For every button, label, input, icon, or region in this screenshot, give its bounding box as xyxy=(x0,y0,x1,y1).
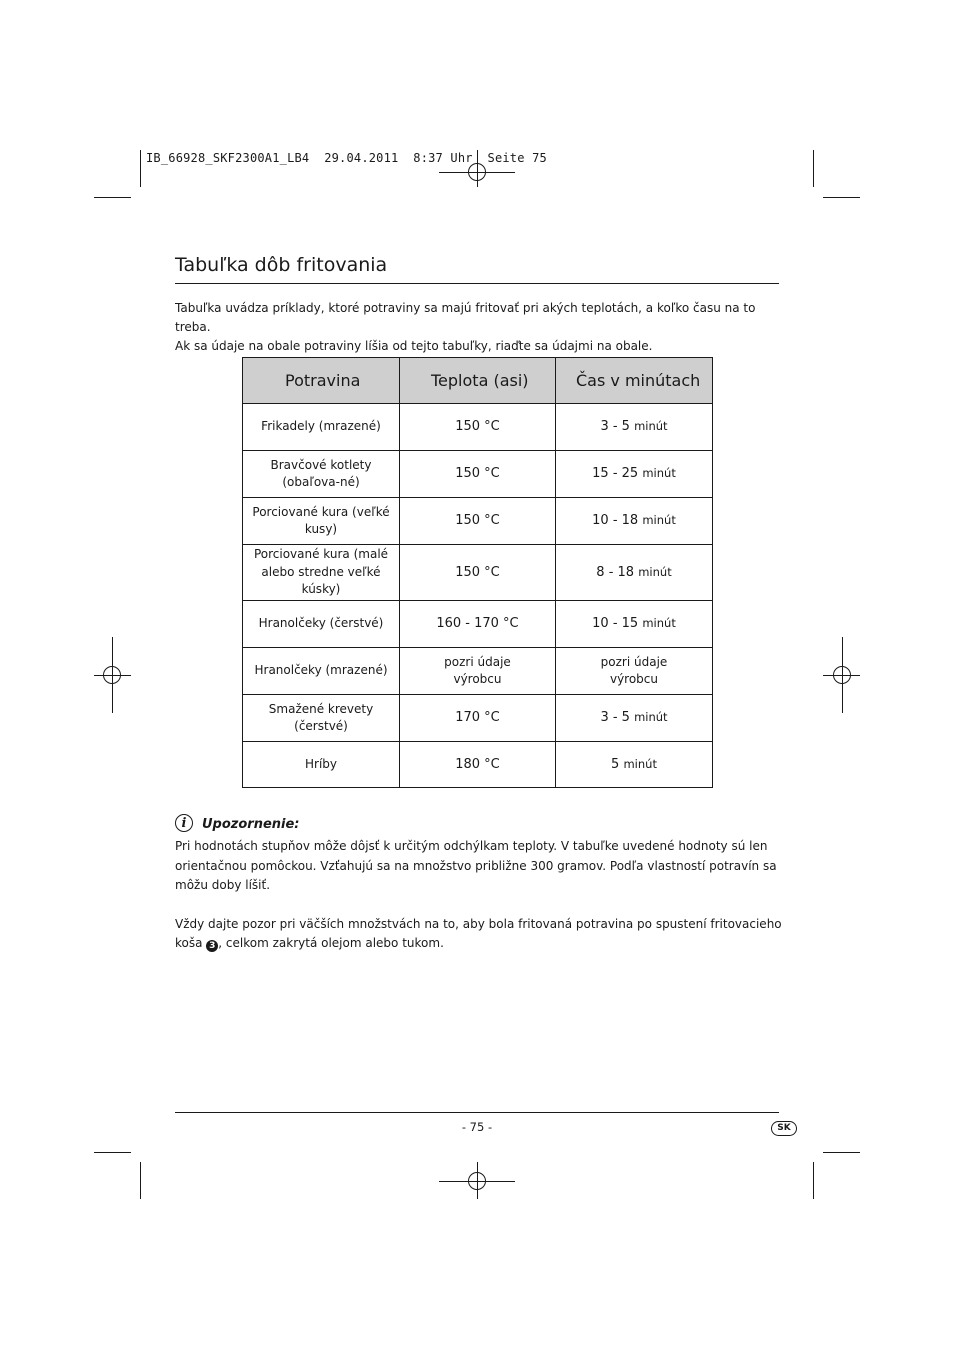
table-row xyxy=(243,545,713,601)
note-text xyxy=(175,837,785,973)
print-slug-line: IB_66928_SKF2300A1_LB4 29.04.2011 8:37 Uhr Seite 75 xyxy=(146,151,547,165)
header-food: Potravina xyxy=(243,358,400,404)
cell-temperature: 160 - 170 °C xyxy=(400,601,556,648)
registration-mark xyxy=(103,666,121,684)
footer-rule xyxy=(175,1112,779,1113)
table-row xyxy=(243,498,713,545)
cell-time: 15 - 25 minút xyxy=(556,451,713,498)
header-temperature: Teplota (asi) xyxy=(400,358,556,404)
cell-time: 3 - 5 minút xyxy=(556,404,713,451)
cell-time: 3 - 5 minút xyxy=(556,695,713,742)
cell-time: pozri údaje výrobcu xyxy=(556,648,713,695)
cell-time: 10 - 15 minút xyxy=(556,601,713,648)
table-row xyxy=(243,451,713,498)
crop-mark xyxy=(813,150,814,187)
cell-temperature: 180 °C xyxy=(400,742,556,788)
part-reference-number: 3 xyxy=(206,940,218,952)
cell-food: Hranolčeky (mrazené) xyxy=(243,648,400,695)
table-row xyxy=(243,742,713,788)
crop-mark xyxy=(140,150,141,187)
crop-mark xyxy=(813,1162,814,1199)
cell-food: Hranolčeky (čerstvé) xyxy=(243,601,400,648)
registration-mark xyxy=(833,666,851,684)
info-icon: i xyxy=(175,814,193,832)
page-number: - 75 - xyxy=(461,1120,493,1134)
frying-times-table xyxy=(242,357,713,788)
page-title: Tabuľka dôb fritovania xyxy=(175,254,388,276)
table-row xyxy=(243,648,713,695)
note-paragraph: Pri hodnotách stupňov môže dôjsť k určitým odchýlkam teploty. V tabuľke uvedené hodnoty sú len orientačnou pomôckou. Vzťahujú sa na množstvo približne 300 gramov. Podľa vlastností potravín sa môžu doby líšiť. xyxy=(175,839,777,892)
intro-line: Tabuľka uvádza príklady, ktoré potraviny sa majú fritovať pri akých teplotách, a koľko času na to treba. xyxy=(175,301,756,334)
crop-mark xyxy=(94,1152,131,1153)
cell-temperature: 150 °C xyxy=(400,404,556,451)
cell-time: 5 minút xyxy=(556,742,713,788)
registration-mark xyxy=(468,163,486,181)
cell-time: 10 - 18 minút xyxy=(556,498,713,545)
cell-temperature: 170 °C xyxy=(400,695,556,742)
crop-mark xyxy=(823,1152,860,1153)
crop-mark xyxy=(94,197,131,198)
cell-food: Hríby xyxy=(243,742,400,788)
cell-food: Bravčové kotlety (obaľova-né) xyxy=(243,451,400,498)
note-heading: Upozornenie: xyxy=(202,817,300,832)
table-row xyxy=(243,404,713,451)
cell-temperature: pozri údaje výrobcu xyxy=(400,648,556,695)
language-badge: SK xyxy=(771,1121,797,1136)
cell-time: 8 - 18 minút xyxy=(556,545,713,601)
table-row xyxy=(243,695,713,742)
note-paragraph: Vždy dajte pozor pri väčších množstvách na to, aby bola fritovaná potravina po spustení fritovacieho koša 3 , celkom zakrytá olejom alebo tukom. xyxy=(175,916,782,951)
cell-temperature: 150 °C xyxy=(400,498,556,545)
header-time: Čas v minútach xyxy=(556,358,713,404)
table-row xyxy=(243,601,713,648)
crop-mark xyxy=(823,197,860,198)
intro-text xyxy=(175,299,785,356)
registration-mark xyxy=(468,1172,486,1190)
table-header-row xyxy=(243,358,713,404)
cell-food: Porciované kura (veľké kusy) xyxy=(243,498,400,545)
crop-mark xyxy=(140,1162,141,1199)
intro-line: Ak sa údaje na obale potraviny líšia od tejto tabuľky, riaďte sa údajmi na obale. xyxy=(175,339,653,353)
cell-food: Smažené krevety (čerstvé) xyxy=(243,695,400,742)
cell-food: Frikadely (mrazené) xyxy=(243,404,400,451)
title-rule xyxy=(175,283,779,284)
cell-food: Porciované kura (malé alebo stredne veľké kúsky) xyxy=(243,545,400,601)
cell-temperature: 150 °C xyxy=(400,451,556,498)
cell-temperature: 150 °C xyxy=(400,545,556,601)
